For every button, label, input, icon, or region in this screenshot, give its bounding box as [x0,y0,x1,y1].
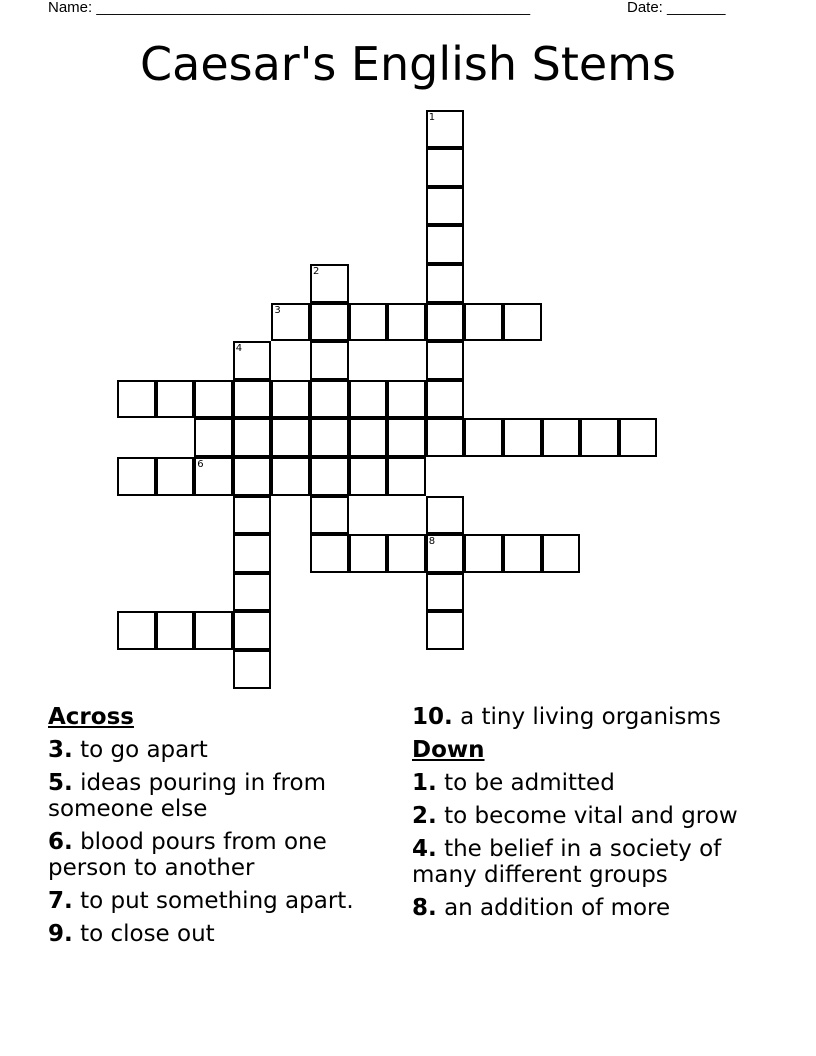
clue-item [412,770,772,796]
clue-item-number: 7. [48,888,73,914]
across-clue-list-continued [412,704,772,730]
across-clue-list [48,737,398,947]
grid-cell[interactable] [464,534,503,573]
grid-cell[interactable] [426,148,465,187]
grid-cell[interactable] [233,611,272,650]
grid-cell[interactable] [387,380,426,419]
clue-item [48,770,398,822]
grid-cell[interactable] [117,611,156,650]
grid-cell[interactable] [233,380,272,419]
date-label: Date: _______ [627,0,726,16]
grid-cell[interactable] [233,341,272,380]
grid-cell[interactable] [310,303,349,342]
grid-cell[interactable] [233,573,272,612]
grid-cell[interactable] [426,303,465,342]
clue-item-text: a tiny living organisms [460,704,721,730]
grid-cell[interactable] [156,457,195,496]
grid-cell[interactable] [349,380,388,419]
name-label: Name: ____________________________________________________ [48,0,531,16]
grid-cell[interactable] [156,380,195,419]
grid-cell[interactable] [426,264,465,303]
down-clue-list [412,770,772,921]
clue-item [48,921,398,947]
clue-item-text: the belief in a society of many different groups [412,836,722,888]
grid-cell[interactable] [233,496,272,535]
clue-item-number: 10. [412,704,453,730]
grid-cell[interactable] [464,303,503,342]
grid-cell[interactable] [464,418,503,457]
grid-cell[interactable] [503,303,542,342]
grid-cell[interactable] [387,418,426,457]
grid-cell[interactable] [426,380,465,419]
clue-item-text: to go apart [80,737,208,763]
clue-item-text: blood pours from one person to another [48,829,327,881]
grid-cell[interactable] [310,418,349,457]
grid-cell[interactable] [426,341,465,380]
grid-cell[interactable] [387,303,426,342]
grid-cell[interactable] [426,496,465,535]
clues-right-column [412,704,772,928]
grid-cell[interactable] [349,534,388,573]
grid-cell[interactable] [619,418,658,457]
clue-item-text: to be admitted [444,770,615,796]
grid-cell[interactable] [194,418,233,457]
clue-item-number: 1. [412,770,437,796]
grid-cell[interactable] [271,457,310,496]
grid-cell[interactable] [503,418,542,457]
clue-item-number: 3. [48,737,73,763]
clue-item [48,888,398,914]
clue-item-number: 2. [412,803,437,829]
clue-number: 1 [428,111,436,123]
clue-item [412,895,772,921]
clue-item-number: 8. [412,895,437,921]
grid-cell[interactable] [233,418,272,457]
grid-cell[interactable] [426,611,465,650]
grid-cell[interactable] [310,457,349,496]
grid-cell[interactable] [156,611,195,650]
clue-item-text: to close out [80,921,215,947]
grid-cell[interactable] [426,225,465,264]
grid-cell[interactable] [542,418,581,457]
clue-item-text: an addition of more [444,895,671,921]
clue-item-text: ideas pouring in from someone else [48,770,326,822]
grid-cell[interactable] [580,418,619,457]
grid-cell[interactable] [426,187,465,226]
grid-cell[interactable] [233,534,272,573]
down-heading: Down [412,737,485,763]
grid-cell[interactable] [233,457,272,496]
grid-cell[interactable] [271,418,310,457]
grid-cell[interactable] [349,457,388,496]
clue-item [412,704,772,730]
clue-number: 8 [428,536,436,548]
grid-cell[interactable] [310,380,349,419]
grid-cell[interactable] [271,380,310,419]
grid-cell[interactable] [310,496,349,535]
clue-item-number: 4. [412,836,437,862]
grid-cell[interactable] [117,380,156,419]
clue-item-number: 6. [48,829,73,855]
grid-cell[interactable] [310,264,349,303]
page-title: Caesar's English Stems [140,37,676,91]
grid-cell[interactable] [349,303,388,342]
clue-item-number: 9. [48,921,73,947]
grid-cell[interactable] [117,457,156,496]
grid-cell[interactable] [310,534,349,573]
grid-cell[interactable] [426,573,465,612]
grid-cell[interactable] [387,534,426,573]
grid-cell[interactable] [310,341,349,380]
clue-item-number: 5. [48,770,73,796]
grid-cell[interactable] [426,534,465,573]
grid-cell[interactable] [426,110,465,149]
clues-left-column [48,704,398,954]
clue-number: 4 [235,343,243,355]
clue-number: 3 [274,304,281,316]
clue-item [412,836,772,888]
grid-cell[interactable] [194,457,233,496]
grid-cell[interactable] [349,418,388,457]
clue-item [48,829,398,881]
grid-cell[interactable] [194,611,233,650]
clue-item-text: to become vital and grow [444,803,738,829]
grid-cell[interactable] [387,457,426,496]
clue-item [412,803,772,829]
grid-cell[interactable] [194,380,233,419]
across-heading: Across [48,704,134,730]
clue-item [48,737,398,763]
grid-cell[interactable] [426,418,465,457]
grid-cell[interactable] [233,650,272,689]
grid-cell[interactable] [271,303,310,342]
clue-number: 2 [313,266,320,277]
clue-item-text: to put something apart. [80,888,354,914]
clue-number: 6 [197,459,204,470]
grid-cell[interactable] [503,534,542,573]
grid-cell[interactable] [542,534,581,573]
